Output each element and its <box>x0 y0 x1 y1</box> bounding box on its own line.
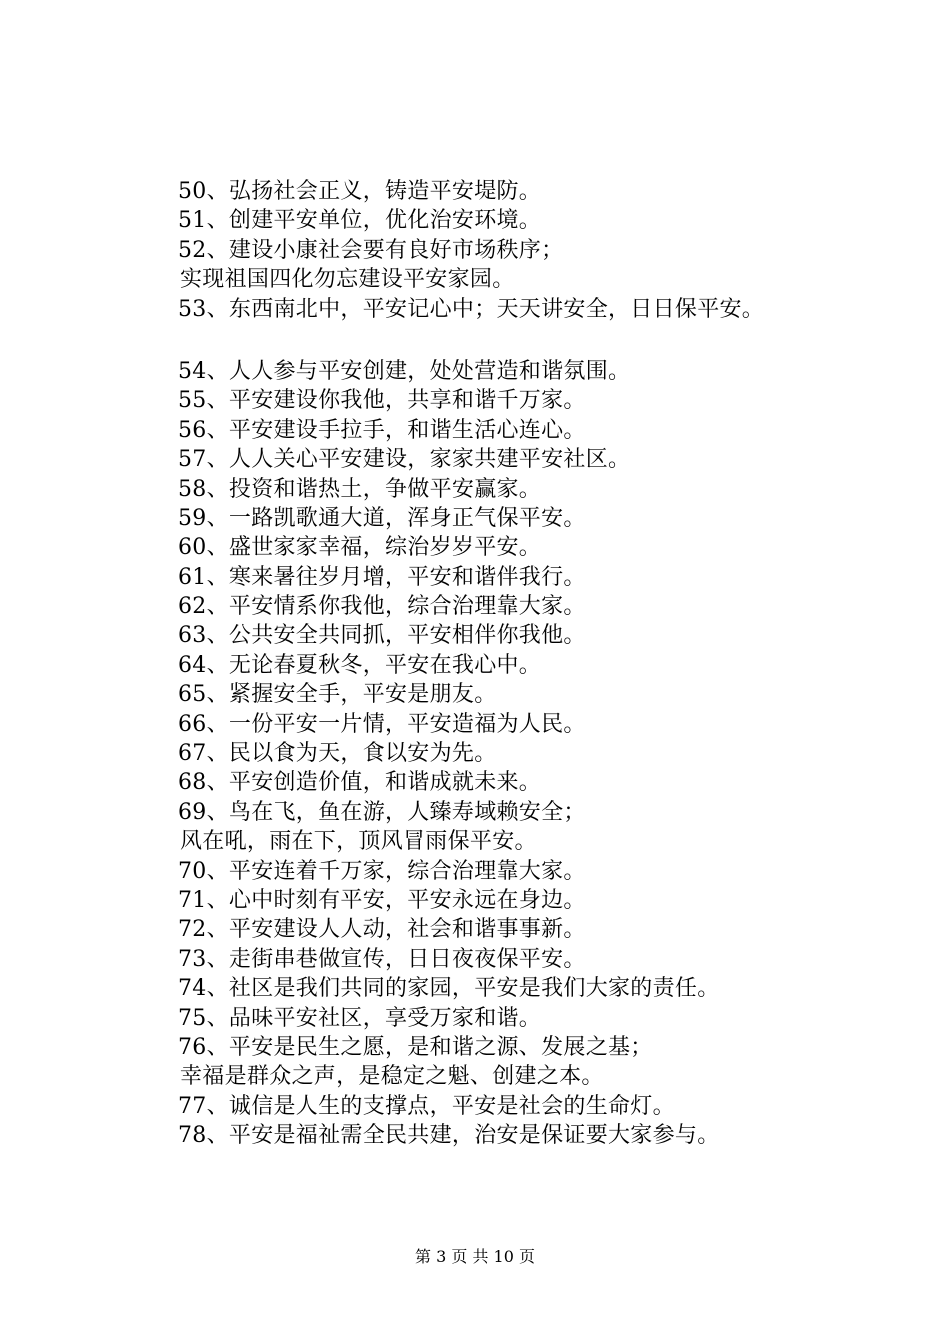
slogan-line: 56、平安建设手拉手，和谐生活心连心。 <box>178 417 586 443</box>
slogan-line: 75、品味平安社区，享受万家和谐。 <box>178 1005 542 1031</box>
slogan-line: 74、社区是我们共同的家园，平安是我们大家的责任。 <box>178 976 720 1002</box>
slogan-continuation-line: 风在吼，雨在下，顶风冒雨保平安。 <box>180 829 537 855</box>
slogan-line: 78、平安是福祉需全民共建，治安是保证要大家参与。 <box>178 1123 720 1149</box>
slogan-line: 61、寒来暑往岁月增，平安和谐伴我行。 <box>178 564 586 590</box>
slogan-line: 59、一路凯歌通大道，浑身正气保平安。 <box>178 505 586 531</box>
slogan-line: 53、东西南北中，平安记心中；天天讲安全，日日保平安。 <box>178 296 765 322</box>
slogan-line: 58、投资和谐热土，争做平安赢家。 <box>178 476 542 502</box>
slogan-line: 73、走街串巷做宣传，日日夜夜保平安。 <box>178 946 586 972</box>
slogan-line: 57、人人关心平安建设，家家共建平安社区。 <box>178 447 631 473</box>
slogan-line: 62、平安情系你我他，综合治理靠大家。 <box>178 594 586 620</box>
slogan-line: 69、鸟在飞，鱼在游，人臻寿域赖安全； <box>178 799 586 825</box>
slogan-line: 60、盛世家家幸福，综治岁岁平安。 <box>178 535 542 561</box>
slogan-line: 65、紧握安全手，平安是朋友。 <box>178 682 497 708</box>
slogan-line: 64、无论春夏秋冬，平安在我心中。 <box>178 652 542 678</box>
slogan-line: 70、平安连着千万家，综合治理靠大家。 <box>178 858 586 884</box>
slogan-line: 50、弘扬社会正义，铸造平安堤防。 <box>178 179 542 204</box>
page-footer: 第 3 页 共 10 页 <box>415 1247 535 1266</box>
document-body <box>178 177 918 1151</box>
slogan-line: 63、公共安全共同抓，平安相伴你我他。 <box>178 623 586 649</box>
slogan-line: 67、民以食为天，食以安为先。 <box>178 741 497 767</box>
slogan-line: 66、一份平安一片情，平安造福为人民。 <box>178 711 586 737</box>
slogan-line: 77、诚信是人生的支撑点，平安是社会的生命灯。 <box>178 1093 675 1119</box>
slogan-continuation-line: 实现祖国四化勿忘建设平安家园。 <box>180 267 515 293</box>
slogan-line: 72、平安建设人人动，社会和谐事事新。 <box>178 917 586 943</box>
slogan-line: 68、平安创造价值，和谐成就未来。 <box>178 770 542 796</box>
slogan-line: 52、建设小康社会要有良好市场秩序； <box>178 237 564 263</box>
slogan-line: 76、平安是民生之愿，是和谐之源、发展之基； <box>178 1034 653 1060</box>
slogan-continuation-line: 幸福是群众之声，是稳定之魁、创建之本。 <box>180 1064 604 1090</box>
slogan-line: 71、心中时刻有平安，平安永远在身边。 <box>178 887 586 913</box>
slogan-line: 54、人人参与平安创建，处处营造和谐氛围。 <box>178 358 631 384</box>
slogan-line: 55、平安建设你我他，共享和谐千万家。 <box>178 388 586 414</box>
slogan-line: 51、创建平安单位，优化治安环境。 <box>178 208 542 234</box>
